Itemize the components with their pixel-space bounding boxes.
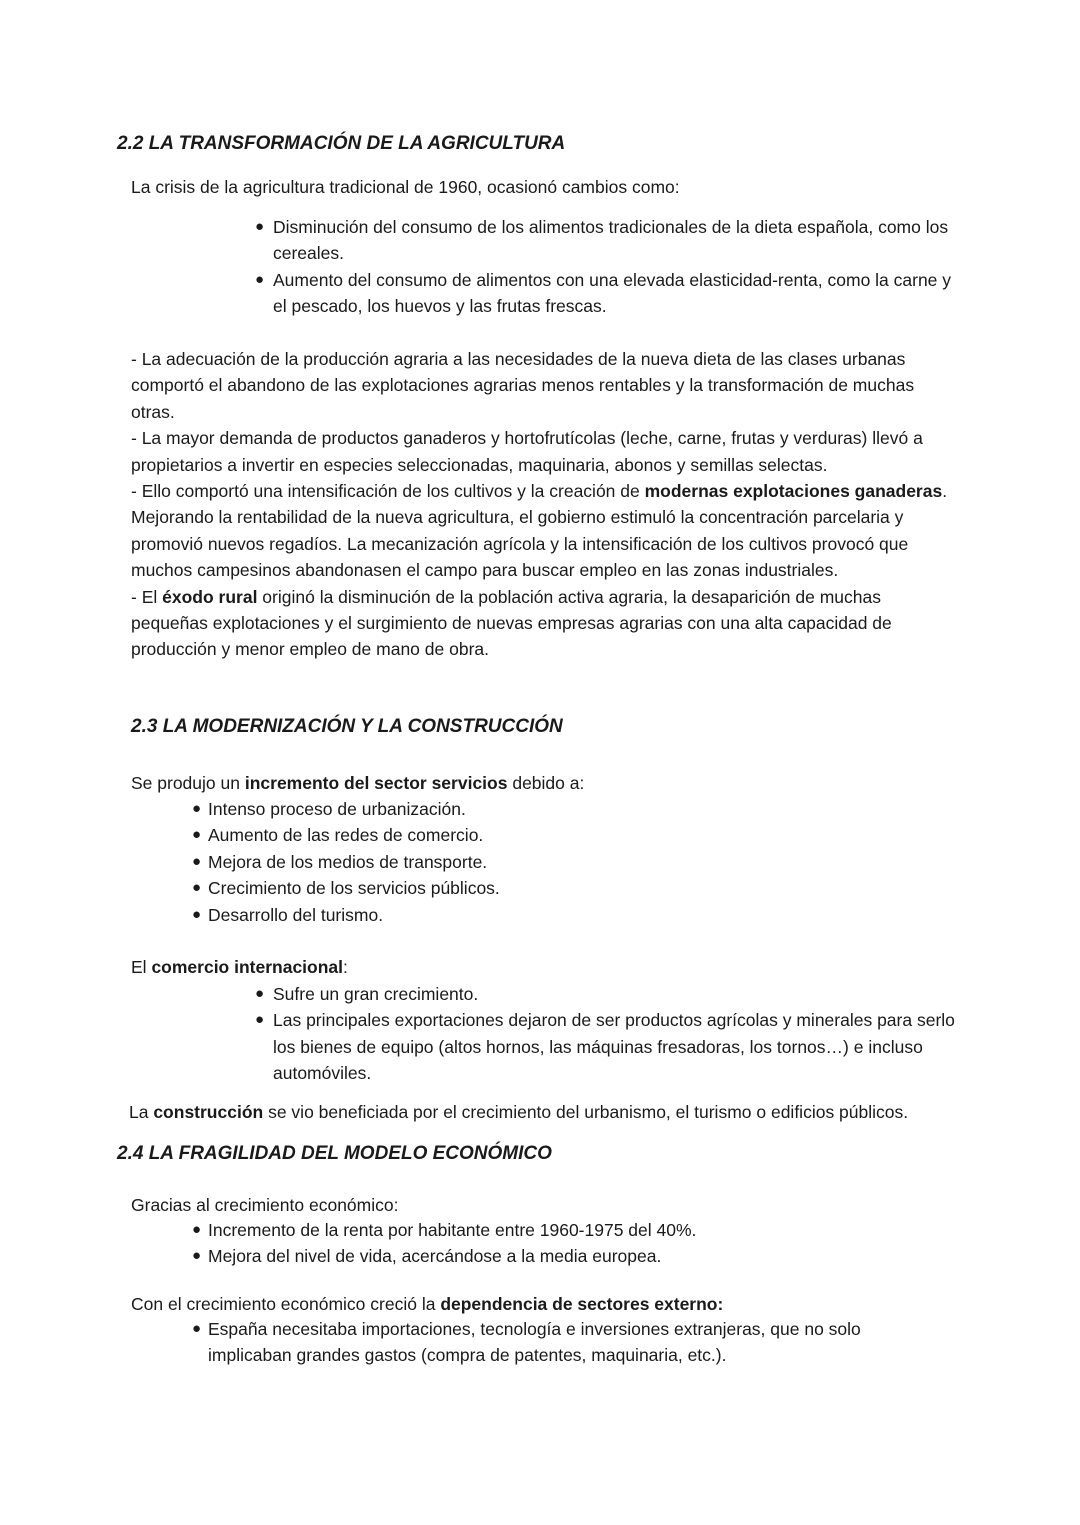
dependencia-bullet-list bbox=[192, 1316, 892, 1369]
list-item: ● Desarrollo del turismo. bbox=[192, 902, 892, 928]
bullet-icon: ● bbox=[255, 1011, 265, 1029]
list-item: ● Crecimiento de los servicios públicos. bbox=[192, 875, 892, 901]
list-item: ● Incremento de la renta por habitante entre 1960-1975 del 40%. bbox=[192, 1217, 952, 1243]
comercio-internacional-intro: El comercio internacional: bbox=[131, 957, 348, 977]
paragraph-adecuacion: - La adecuación de la producción agraria a las necesidades de la nueva dieta de las clases urbanas comportó el abandono de las explotaciones agrarias menos rentables y la transformación de muchas otras. bbox=[131, 349, 915, 422]
bold-construccion: construcción bbox=[153, 1102, 264, 1122]
section-2-4-intro: Gracias al crecimiento económico: bbox=[131, 1195, 399, 1215]
comercio-bullet-list bbox=[255, 981, 955, 1087]
bullet-icon: ● bbox=[255, 270, 265, 288]
construccion-paragraph: La construcción se vio beneficiada por el crecimiento del urbanismo, el turismo o edificios públicos. bbox=[129, 1102, 909, 1122]
bullet-icon: ● bbox=[192, 1247, 202, 1265]
section-2-3-intro: Se produjo un incremento del sector servicios debido a: bbox=[131, 773, 585, 793]
list-item: ● Mejora de los medios de transporte. bbox=[192, 849, 892, 875]
bullet-icon: ● bbox=[192, 826, 202, 844]
bullet-icon: ● bbox=[192, 800, 202, 817]
list-item: ● Disminución del consumo de los alimentos tradicionales de la dieta española, como los cereales. bbox=[255, 214, 955, 267]
bold-dependencia-sectores: dependencia de sectores externo: bbox=[440, 1294, 724, 1314]
section-2-4-bullet-list bbox=[192, 1217, 952, 1270]
list-item: ● Sufre un gran crecimiento. bbox=[255, 981, 955, 1007]
bullet-icon: ● bbox=[192, 905, 202, 923]
bold-exodo-rural: éxodo rural bbox=[162, 586, 258, 607]
section-2-3-bullet-list bbox=[192, 796, 892, 928]
bullet-icon: ● bbox=[255, 218, 265, 235]
paragraph-exodo-rural: - El éxodo rural originó la disminución de la población activa agraria, la desaparición de muchas pequeñas explotaciones y el surgimiento de nuevas empresas agrarias con una alta capacidad de producción y menor empleo de mano de obra. bbox=[131, 586, 892, 660]
bullet-icon: ● bbox=[192, 879, 202, 897]
list-item: ● Aumento de las redes de comercio. bbox=[192, 822, 892, 848]
list-item: ● Intenso proceso de urbanización. bbox=[192, 796, 892, 822]
section-title-2-2: 2.2 LA TRANSFORMACIÓN DE LA AGRICULTURA bbox=[117, 133, 566, 154]
bold-comercio-internacional: comercio internacional bbox=[151, 957, 344, 977]
section-2-2-bullet-list bbox=[255, 214, 955, 320]
dependencia-intro: Con el crecimiento económico creció la dependencia de sectores externo: bbox=[131, 1294, 724, 1314]
paragraph-intensificacion: - Ello comportó una intensificación de los cultivos y la creación de modernas explotaciones ganaderas. Mejorando la rentabilidad de la nueva agricultura, el gobierno estimuló la concentración parcelaria y promovió nuevos regadíos. La mecanización agrícola y la intensificación de los cultivos provocó que muchos campesinos abandonasen el campo para buscar empleo en las zonas industriales. bbox=[131, 481, 948, 581]
bullet-icon: ● bbox=[255, 985, 265, 1002]
bullet-icon: ● bbox=[192, 1320, 202, 1337]
section-title-2-4: 2.4 LA FRAGILIDAD DEL MODELO ECONÓMICO bbox=[117, 1143, 552, 1164]
bullet-icon: ● bbox=[192, 852, 202, 870]
list-item: ● Mejora del nivel de vida, acercándose a la media europea. bbox=[192, 1243, 952, 1269]
list-item: ● Aumento del consumo de alimentos con una elevada elasticidad-renta, como la carne y el pescado, los huevos y las frutas frescas. bbox=[255, 267, 955, 320]
paragraph-demanda: - La mayor demanda de productos ganaderos y hortofrutícolas (leche, carne, frutas y verduras) llevó a propietarios a invertir en especies seleccionadas, maquinaria, abonos y semillas selectas. bbox=[131, 428, 923, 475]
section-2-2-intro: La crisis de la agricultura tradicional de 1960, ocasionó cambios como: bbox=[131, 177, 680, 197]
bold-modernas-explotaciones: modernas explotaciones ganaderas bbox=[644, 481, 943, 502]
list-item: ● España necesitaba importaciones, tecnología e inversiones extranjeras, que no solo implicaban grandes gastos (compra de patentes, maquinaria, etc.). bbox=[192, 1316, 892, 1369]
bullet-icon: ● bbox=[192, 1221, 202, 1238]
section-title-2-3: 2.3 LA MODERNIZACIÓN Y LA CONSTRUCCIÓN bbox=[131, 716, 563, 737]
section-2-2-body bbox=[131, 346, 961, 663]
bold-incremento-servicios: incremento del sector servicios bbox=[244, 773, 508, 793]
list-item: ● Las principales exportaciones dejaron de ser productos agrícolas y minerales para serlo los bienes de equipo (altos hornos, las máquinas fresadoras, los tornos…) e incluso automóviles. bbox=[255, 1007, 955, 1086]
